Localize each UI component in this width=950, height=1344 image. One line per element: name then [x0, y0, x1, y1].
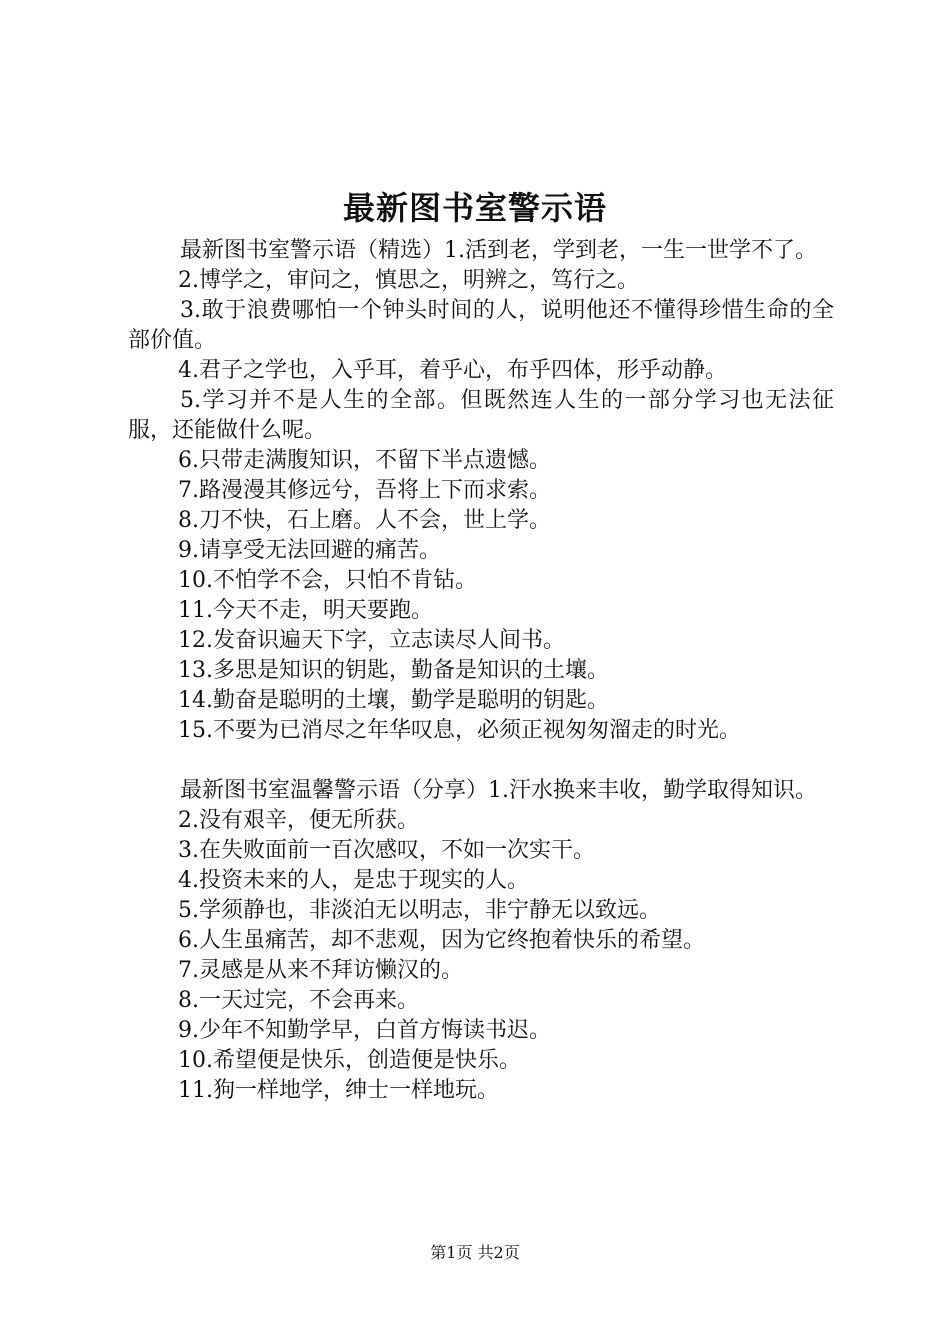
section1-item: 3.敢于浪费哪怕一个钟头时间的人，说明他还不懂得珍惜生命的全部价值。 — [128, 298, 834, 353]
section1-item: 5.学习并不是人生的全部。但既然连人生的一部分学习也无法征服，还能做什么呢。 — [128, 388, 834, 443]
section2-item: 8.一天过完，不会再来。 — [178, 988, 419, 1013]
section1-item: 15.不要为已消尽之年华叹息，必须正视匆匆溜走的时光。 — [178, 718, 741, 743]
section1-item: 11.今天不走，明天要跑。 — [178, 598, 433, 623]
section1-item: 6.只带走满腹知识，不留下半点遗憾。 — [178, 448, 551, 473]
section1-item: 10.不怕学不会，只怕不肯钻。 — [178, 568, 477, 593]
document-content — [128, 236, 834, 1106]
section2-item: 10.希望便是快乐，创造便是快乐。 — [178, 1048, 521, 1073]
section1-item: 12.发奋识遍天下字，立志读尽人间书。 — [178, 628, 565, 653]
section1-item: 14.勤奋是聪明的土壤，勤学是聪明的钥匙。 — [178, 688, 609, 713]
page-number-footer: 第1页 共2页 — [430, 1243, 520, 1262]
section-gap — [128, 746, 834, 776]
document-title: 最新图书室警示语 — [342, 189, 607, 227]
section1-item: 13.多思是知识的钥匙，勤备是知识的土壤。 — [178, 658, 609, 683]
section1-item: 4.君子之学也，入乎耳，着乎心，布乎四体，形乎动静。 — [178, 358, 727, 383]
section2-item: 4.投资未来的人，是忠于现实的人。 — [178, 868, 529, 893]
section2-intro: 最新图书室温馨警示语（分享）1.汗水换来丰收，勤学取得知识。 — [180, 778, 817, 803]
section2-item: 9.少年不知勤学早，白首方悔读书迟。 — [178, 1018, 551, 1043]
section1-item: 9.请享受无法回避的痛苦。 — [178, 538, 441, 563]
section2-item: 6.人生虽痛苦，却不悲观，因为它终抱着快乐的希望。 — [178, 928, 705, 953]
section1-item: 8.刀不快，石上磨。人不会，世上学。 — [178, 508, 551, 533]
section2-item: 11.狗一样地学，绅士一样地玩。 — [178, 1078, 499, 1103]
section1-item: 7.路漫漫其修远兮，吾将上下而求索。 — [178, 478, 551, 503]
section2-item: 2.没有艰辛，便无所获。 — [178, 808, 419, 833]
section2-item: 3.在失败面前一百次感叹，不如一次实干。 — [178, 838, 595, 863]
section2-item: 7.灵感是从来不拜访懒汉的。 — [178, 958, 463, 983]
section2-item: 5.学须静也，非淡泊无以明志，非宁静无以致远。 — [178, 898, 661, 923]
section1-intro: 最新图书室警示语（精选）1.活到老，学到老，一生一世学不了。 — [180, 238, 817, 263]
section1-item: 2.博学之，审问之，慎思之，明辨之，笃行之。 — [178, 268, 639, 293]
